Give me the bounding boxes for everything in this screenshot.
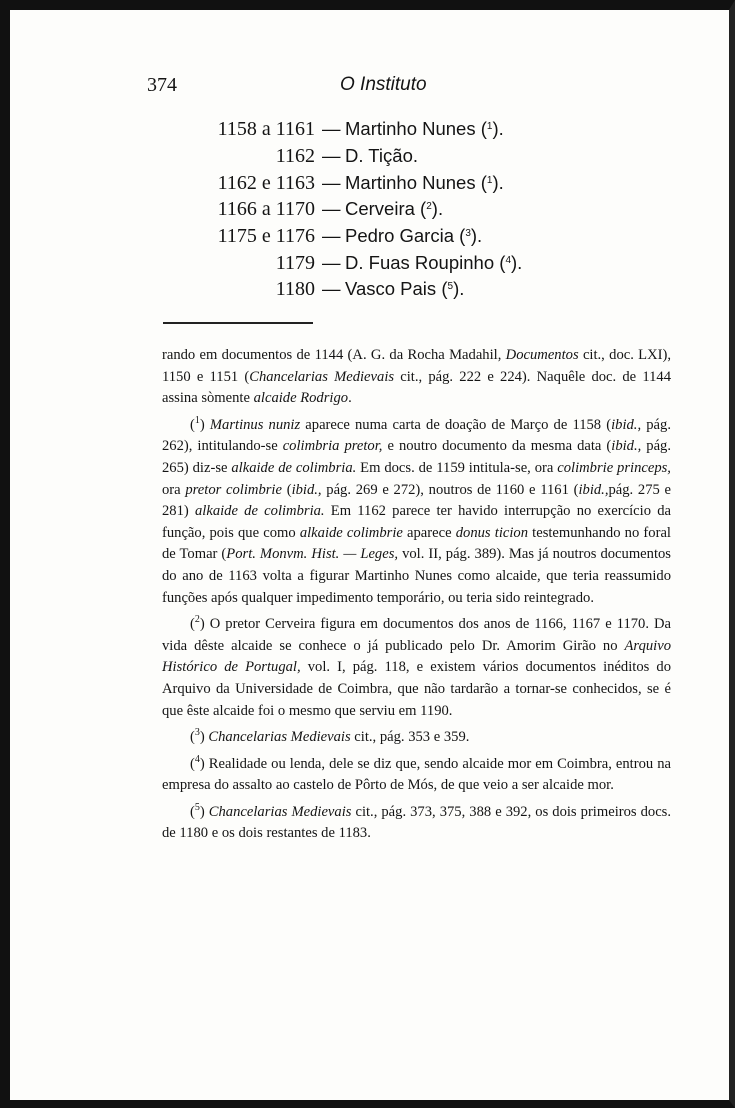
footnote-1: ($^1$) Martinus nuniz aparece numa carta de doação de Março de 1158 (ibid., pág. 262), intitulando-se colimbria pretor, e noutro documento da mesma data (ibid., pág. 265) diz-se alkaide de colimbria. Em docs. de 1159 intitula-se, ora colimbrie princeps, ora pretor colimbrie (ibid., pág. 269 e 272), noutros de 1160 e 1161 (ibid.,pág. 275 e 281) alkaide de colimbria. Em 1162 parece ter havido interrupção no exercício da função, pois que como alkaide colimbrie aparece donus ticion testemunhando no foral de Tomar (Port. Monvm. Hist. — Leges, vol. II, pág. 389). Mas já noutros documentos do ano de 1163 volta a figurar Martinho Nunes como alcaide, que teria reassumido funções após qualquer impedimento temporário, ou teria sido reintegrado. xyxy=(162,414,672,606)
dash: — xyxy=(322,198,341,219)
succession-row xyxy=(0,278,735,304)
succession-row xyxy=(0,172,735,198)
footnote-ref: 3 xyxy=(465,228,471,239)
footnote-mark: 5 xyxy=(194,801,200,813)
succession-row xyxy=(0,145,735,171)
footnote-ref: 4 xyxy=(505,255,511,266)
footnote-continuation: rando em documentos de 1144 (A. G. da Rocha Madahil, Documentos cit., doc. LXI), 1150 e 1151 (Chancelarias Medievais cit., pág. 222 e 224). Naquêle doc. de 1144 assina sòmente alcaide Rodrigo. xyxy=(162,347,672,407)
succession-row xyxy=(0,252,735,278)
footnote-2: ($^2$) O pretor Cerveira figura em documentos dos anos de 1166, 1167 e 1170. Da vida dêste alcaide se conhece o já publicado pelo Dr. Amorim Girão no Arquivo Histórico de Portugal, vol. I, pág. 118, e existem vários documentos inéditos do Arquivo da Universidade de Coimbra, que não tardarão a tornar-se conhecidos, se é que êste alcaide foi o mesmo que serviu em 1190. xyxy=(162,614,671,719)
years: 1180 xyxy=(275,278,315,300)
footnotes xyxy=(162,345,671,845)
footnote-ref: 1 xyxy=(486,175,493,186)
dash: — xyxy=(322,145,341,166)
years: 1179 xyxy=(275,252,315,274)
running-title: O Instituto xyxy=(340,74,427,95)
footnote-3: ($^3$) Chancelarias Medievais cit., pág. 353 e 359. xyxy=(190,727,470,746)
footnote-5: ($^5$) Chancelarias Medievais cit., pág. 373, 375, 388 e 392, os dois primeiros docs. de 1180 e os dois restantes de 1183. xyxy=(162,801,672,842)
years: 1175 e 1176 xyxy=(217,225,315,247)
alcaide-name: Cerveira ($^2$). xyxy=(345,198,444,219)
alcaide-name: Pedro Garcia ($^3$). xyxy=(345,225,483,246)
footnote-mark: 1 xyxy=(194,414,200,426)
footnote-4: ($^4$) Realidade ou lenda, dele se diz que, sendo alcaide mor em Coimbra, entrou na empresa do assalto ao castelo de Pôrto de Mós, de que veio a ser alcaide mor. xyxy=(162,753,671,794)
alcaide-name: Vasco Pais ($^5$). xyxy=(345,278,465,299)
footnote-mark: 3 xyxy=(194,727,200,739)
alcaide-name: Martinho Nunes ($^1$). xyxy=(345,172,504,193)
years: 1158 a 1161 xyxy=(217,118,315,140)
footnote-ref: 5 xyxy=(447,281,454,292)
succession-row xyxy=(0,198,735,224)
alcaide-name: D. Fuas Roupinho ($^4$). xyxy=(345,252,523,273)
succession-row xyxy=(0,225,735,251)
footnote-ref: 2 xyxy=(426,201,432,212)
footnote-ref: 1 xyxy=(486,121,493,132)
footnote-mark: 4 xyxy=(194,753,200,765)
page-number: 374 xyxy=(147,74,177,96)
dash: — xyxy=(322,252,341,273)
dash: — xyxy=(322,118,341,139)
succession-row xyxy=(0,118,735,144)
dash: — xyxy=(322,225,341,246)
years: 1162 xyxy=(275,145,315,167)
alcaide-name: D. Tição. xyxy=(345,145,418,166)
years: 1162 e 1163 xyxy=(217,172,315,194)
dash: — xyxy=(322,172,341,193)
footnote-rule xyxy=(163,322,313,324)
dash: — xyxy=(322,278,341,299)
years: 1166 a 1170 xyxy=(217,198,315,220)
footnote-mark: 2 xyxy=(194,614,200,626)
alcaide-name: Martinho Nunes ($^1$). xyxy=(345,118,504,139)
